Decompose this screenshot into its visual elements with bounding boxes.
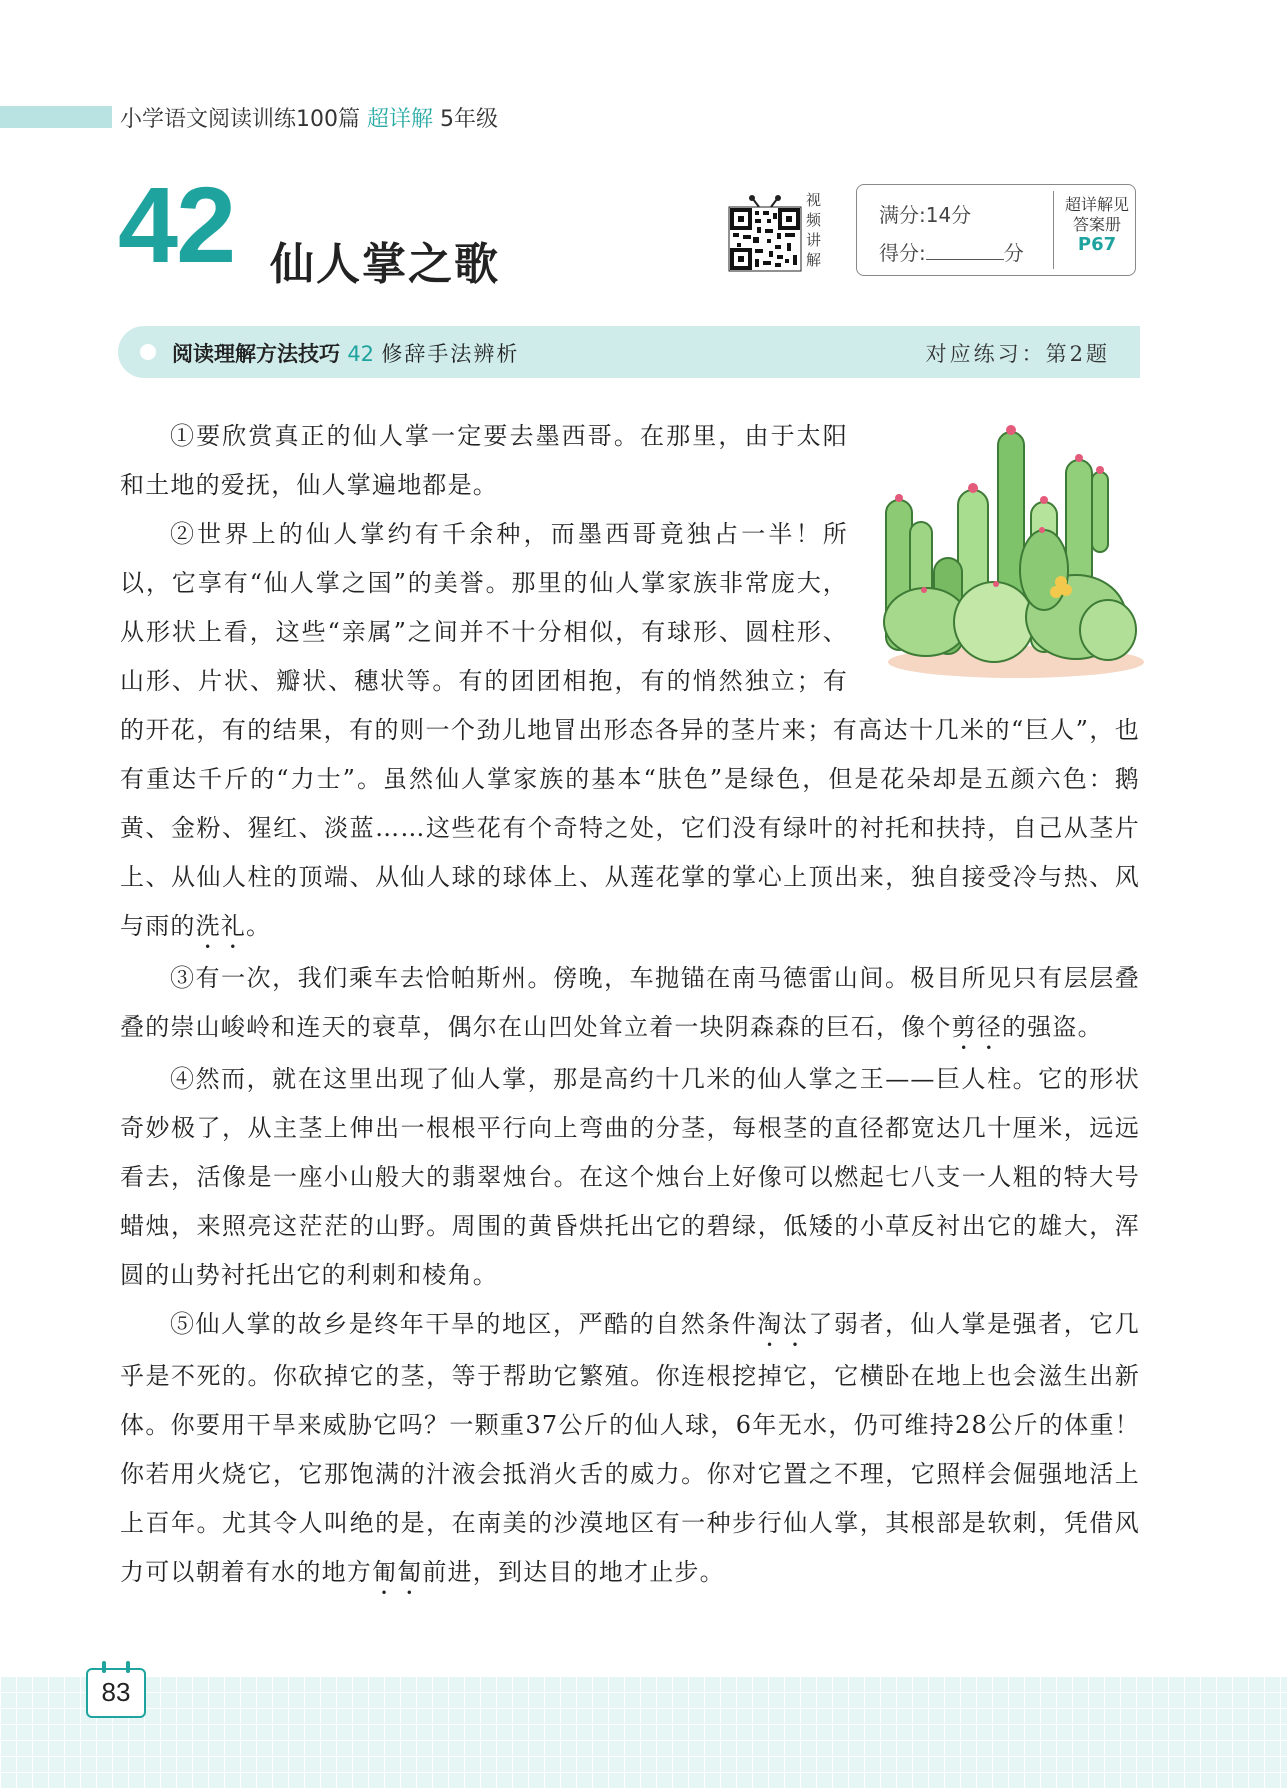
method-heading: [172, 338, 519, 368]
paragraph-3-end: 的强盗。: [1002, 1013, 1103, 1041]
obtained-score-unit: 分: [1003, 241, 1024, 265]
book-highlight: 超详解: [367, 107, 434, 132]
method-number: 42: [347, 342, 375, 366]
full-score: 满分:14分: [879, 203, 972, 227]
emphasized-word: 剪径: [951, 1013, 1003, 1041]
answer-ref-line2: 答案册: [1072, 215, 1121, 234]
bullet-dot-icon: [140, 344, 156, 360]
footer-grid: [0, 1676, 1287, 1789]
score-box: [856, 184, 1136, 276]
article-body: [120, 412, 1140, 1600]
answer-ref-page: P67: [1077, 234, 1117, 255]
page-number: 83: [86, 1668, 146, 1718]
obtained-score-label: 得分:: [879, 241, 926, 265]
paragraph-5-text-c: 前进，到达目的地才止步。: [422, 1558, 725, 1586]
paragraph-5-text-b: 了弱者，仙人掌是强者，它几乎是不死的。你砍掉它的茎，等于帮助它繁殖。你连根挖掉它，它横卧在地上也会滋生出新体。你要用干旱来威胁它吗？一颗重37公斤的仙人球，6年无水，仍可维持28公斤的体重！你若用火烧它，它那饱满的汁液会抵消火舌的威力。你对它置之不理，它照样会倔强地活上上百年。尤其令人叫绝的是，在南美的沙漠地区有一种步行仙人掌，其根部是软刺，凭借风力可以朝着有水的地方: [120, 1310, 1140, 1586]
practice-reference: 对应练习：第2题: [925, 342, 1110, 366]
qr-code-icon[interactable]: [727, 193, 803, 273]
paragraph-4: ④然而，就在这里出现了仙人掌，那是高约十几米的仙人掌之王——巨人柱。它的形状奇妙极了，从主茎上伸出一根根平行向上弯曲的分茎，每根茎的直径都宽达几十厘米，远远看去，活像是一座小山般大的翡翠烛台。在这个烛台上好像可以燃起七八支一人粗的特大号蜡烛，来照亮这茫茫的山野。周围的黄昏烘托出它的碧绿，低矮的小草反衬出它的雄大，浑圆的山势衬托出它的利刺和棱角。: [120, 1065, 1140, 1289]
paragraph-3-text: ③有一次，我们乘车去恰帕斯州。傍晚，车抛锚在南马德雷山间。极目所见只有层层叠叠的崇山峻岭和连天的衰草，偶尔在山凹处耸立着一块阴森森的巨石，像个: [120, 964, 1140, 1041]
method-topic: 修辞手法辨析: [381, 342, 520, 366]
answer-ref-line1: 超详解见: [1064, 195, 1129, 214]
paragraph-3: [120, 954, 1140, 1055]
emphasized-word: 洗礼: [195, 912, 247, 940]
emphasized-word: 匍匐: [372, 1558, 423, 1586]
book-header: [120, 102, 498, 133]
answer-reference: [1057, 195, 1137, 255]
emphasized-word: 淘汰: [757, 1310, 809, 1338]
paragraph-1: ①要欣赏真正的仙人掌一定要去墨西哥。在那里，由于太阳和土地的爱抚，仙人掌遍地都是。: [120, 422, 848, 499]
paragraph-2-end: 。: [246, 912, 272, 940]
lesson-title: 仙人掌之歌: [270, 239, 500, 290]
obtained-score: [879, 237, 1024, 266]
header-accent-bar: [0, 106, 112, 128]
obtained-score-blank[interactable]: [926, 259, 1004, 260]
paragraph-5: [120, 1300, 1140, 1600]
book-grade: 5年级: [440, 107, 499, 132]
paragraph-2-text: ②世界上的仙人掌约有千余种，而墨西哥竟独占一半！所以，它享有“仙人掌之国”的美誉。那里的仙人掌家族非常庞大，从形状上看，这些“亲属”之间并不十分相似，有球形、圆柱形、山形、片状、瓣状、穗状等。有的团团相抱，有的悄然独立；有的开花，有的结果，有的则一个劲儿地冒出形态各异的茎片来；有高达十几米的“巨人”，也有重达千斤的“力士”。虽然仙人掌家族的基本“肤色”是绿色，但是花朵却是五颜六色：鹅黄、金粉、猩红、淡蓝……这些花有个奇特之处，它们没有绿叶的衬托和扶持，自己从茎片上、从仙人柱的顶端、从仙人球的球体上、从莲花掌的掌心上顶出来，独自接受冷与热、风与雨的: [120, 520, 1140, 940]
lesson-number: 42: [118, 164, 235, 285]
paragraph-5-text-a: ⑤仙人掌的故乡是终年干旱的地区，严酷的自然条件: [170, 1310, 758, 1338]
method-label: 阅读理解方法技巧: [172, 342, 340, 366]
video-label: 视频讲解: [806, 191, 822, 269]
cactus-illustration: [866, 412, 1146, 684]
method-banner: [118, 326, 1140, 378]
score-divider: [1053, 191, 1054, 269]
book-title: 小学语文阅读训练100篇: [120, 107, 360, 132]
